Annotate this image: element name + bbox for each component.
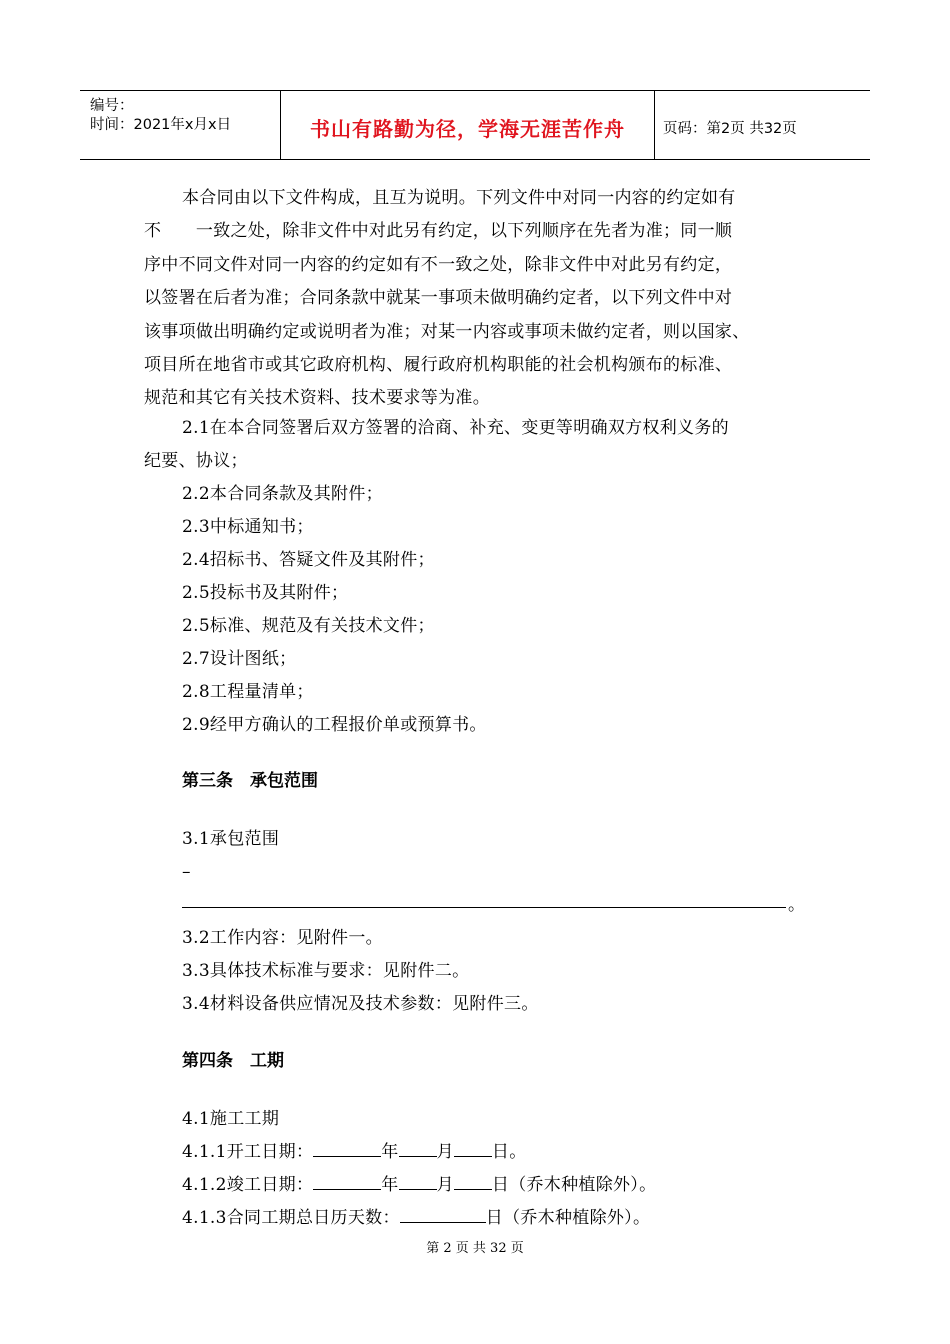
intro-line: 本合同由以下文件构成，且互为说明。下列文件中对同一内容的约定如有 xyxy=(182,188,736,208)
completion-month-blank xyxy=(399,1174,437,1190)
clause-2-5-standards: 2.5标准、规范及有关技术文件； xyxy=(182,616,435,636)
start-day-blank xyxy=(454,1141,492,1157)
document-date: 时间：2021年x月x日 xyxy=(90,117,232,133)
clause-4-1-2 xyxy=(182,1170,656,1195)
completion-day-blank xyxy=(454,1174,492,1190)
completion-date-label: 4.1.2竣工日期： xyxy=(182,1175,314,1195)
total-days-label: 4.1.3合同工期总日历天数： xyxy=(182,1208,400,1228)
total-days-exempt: 日（乔木种植除外）。 xyxy=(485,1208,651,1228)
year-label: 年 xyxy=(381,1142,399,1162)
clause-4-1-3 xyxy=(182,1203,650,1228)
month-label: 月 xyxy=(436,1175,454,1195)
clause-2-8: 2.8工程量清单； xyxy=(182,682,314,702)
intro-line: 序中不同文件对同一内容的约定如有不一致之处，除非文件中对此另有约定， xyxy=(144,255,733,275)
page-footer: 第 2 页 共 32 页 xyxy=(426,1241,524,1256)
day-exempt-label: 日（乔木种植除外）。 xyxy=(491,1175,657,1195)
year-label: 年 xyxy=(381,1175,399,1195)
clause-2-4: 2.4招标书、答疑文件及其附件； xyxy=(182,550,435,570)
header-page-cell xyxy=(655,91,870,159)
intro-line: 规范和其它有关技术资料、技术要求等为准。 xyxy=(144,388,490,408)
clause-2-2: 2.2本合同条款及其附件； xyxy=(182,484,383,504)
clause-4-1: 4.1施工工期 xyxy=(182,1109,280,1129)
completion-year-blank xyxy=(313,1174,381,1190)
clause-2-9: 2.9经甲方确认的工程报价单或预算书。 xyxy=(182,715,487,735)
intro-line: 该事项做出明确约定或说明者为准；对某一内容或事项未做约定者，则以国家、 xyxy=(144,322,750,342)
day-label: 日。 xyxy=(491,1142,527,1162)
document-header xyxy=(80,90,870,160)
clause-4-1-1 xyxy=(182,1137,527,1162)
header-meta-cell xyxy=(80,91,281,159)
clause-2-1-continued: 纪要、协议； xyxy=(144,451,248,471)
clause-2-5: 2.5投标书及其附件； xyxy=(182,583,349,603)
scope-dash: – xyxy=(182,862,191,882)
clause-2-7: 2.7设计图纸； xyxy=(182,649,297,669)
clause-2-3: 2.3中标通知书； xyxy=(182,517,314,537)
start-month-blank xyxy=(399,1141,437,1157)
clause-3-3: 3.3具体技术标准与要求：见附件二。 xyxy=(182,961,470,981)
scope-blank-line xyxy=(182,907,786,908)
header-page-number: 页码：第2页 共32页 xyxy=(663,121,797,137)
header-motto-cell xyxy=(281,91,655,159)
intro-line: 不 一致之处，除非文件中对此另有约定，以下列顺序在先者为准；同一顺 xyxy=(144,221,733,241)
article-4-heading: 第四条 工期 xyxy=(182,1051,284,1071)
clause-3-1: 3.1承包范围 xyxy=(182,829,280,849)
header-motto: 书山有路勤为径，学海无涯苦作舟 xyxy=(310,117,625,141)
clause-3-2: 3.2工作内容：见附件一。 xyxy=(182,928,383,948)
month-label: 月 xyxy=(436,1142,454,1162)
clause-2-1: 2.1在本合同签署后双方签署的洽商、补充、变更等明确双方权利义务的 xyxy=(182,418,729,438)
scope-period: 。 xyxy=(788,895,806,915)
intro-line: 以签署在后者为准；合同条款中就某一事项未做明确约定者，以下列文件中对 xyxy=(144,288,733,308)
intro-line: 项目所在地省市或其它政府机构、履行政府机构职能的社会机构颁布的标准、 xyxy=(144,355,733,375)
clause-3-4: 3.4材料设备供应情况及技术参数：见附件三。 xyxy=(182,994,539,1014)
article-3-heading: 第三条 承包范围 xyxy=(182,771,318,791)
total-days-blank xyxy=(400,1207,486,1223)
document-number-label: 编号： xyxy=(90,98,134,114)
start-year-blank xyxy=(313,1141,381,1157)
start-date-label: 4.1.1开工日期： xyxy=(182,1142,314,1162)
